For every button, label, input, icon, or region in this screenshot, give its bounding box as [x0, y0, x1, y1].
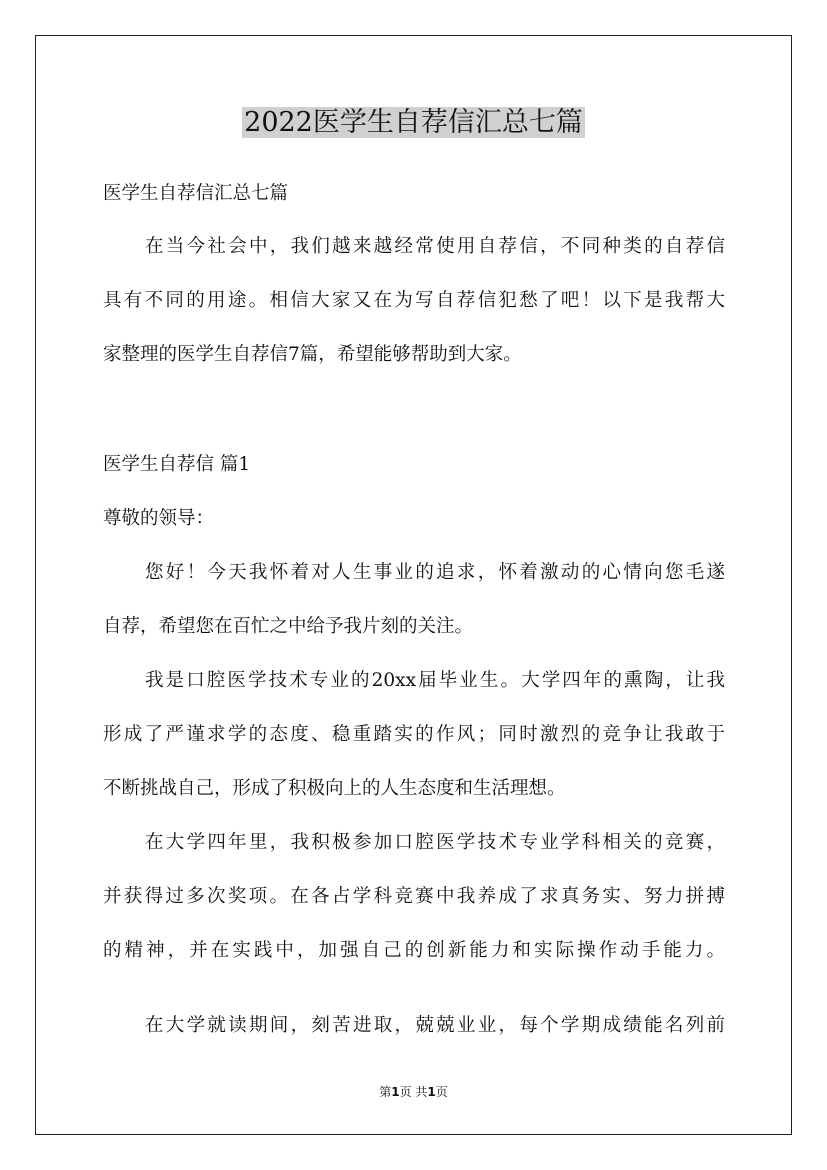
footer-prefix: 第: [379, 1085, 392, 1099]
paragraph-line: 的精神，并在实践中，加强自己的创新能力和实际操作动手能力。: [103, 940, 725, 961]
footer-suffix: 页: [435, 1085, 448, 1099]
footer-mid: 页 共: [399, 1085, 428, 1099]
paragraph-line: 在当今社会中，我们越来越经常使用自荐信，不同种类的自荐信: [145, 236, 725, 257]
paragraph-line: 在大学就读期间，刻苦进取，兢兢业业，每个学期成绩能名列前: [145, 1015, 725, 1036]
paragraph-line: 具有不同的用途。相信大家又在为写自荐信犯愁了吧！以下是我帮大: [103, 290, 725, 311]
paragraph-line: 形成了严谨求学的态度、稳重踏实的作风；同时激烈的竞争让我敢于: [103, 724, 725, 745]
paragraph-line: 并获得过多次奖项。在各占学科竞赛中我养成了求真务实、努力拼搏: [103, 886, 725, 907]
document-title-text: 2022医学生自荐信汇总七篇: [244, 107, 583, 138]
paragraph-line: 自荐，希望您在百忙之中给予我片刻的关注。: [103, 616, 474, 637]
paragraph-line: 我是口腔医学技术专业的20xx届毕业生。大学四年的熏陶，让我: [145, 670, 725, 691]
page-footer: [0, 1083, 827, 1101]
document-title: [0, 103, 827, 143]
section-heading: 医学生自荐信 篇1: [103, 454, 251, 475]
paragraph-line: 不断挑战自己，形成了积极向上的人生态度和生活理想。: [103, 778, 566, 799]
footer-page-number: 1: [391, 1085, 400, 1099]
subtitle-line: 医学生自荐信汇总七篇: [103, 183, 289, 204]
paragraph-line: 在大学四年里，我积极参加口腔医学技术专业学科相关的竞赛，: [145, 832, 725, 853]
footer-total-pages: 1: [427, 1085, 436, 1099]
salutation: 尊敬的领导：: [103, 508, 215, 529]
paragraph-line: 家整理的医学生自荐信7篇，希望能够帮助到大家。: [103, 344, 522, 365]
paragraph-line: 您好！今天我怀着对人生事业的追求，怀着激动的心情向您毛遂: [145, 562, 725, 583]
